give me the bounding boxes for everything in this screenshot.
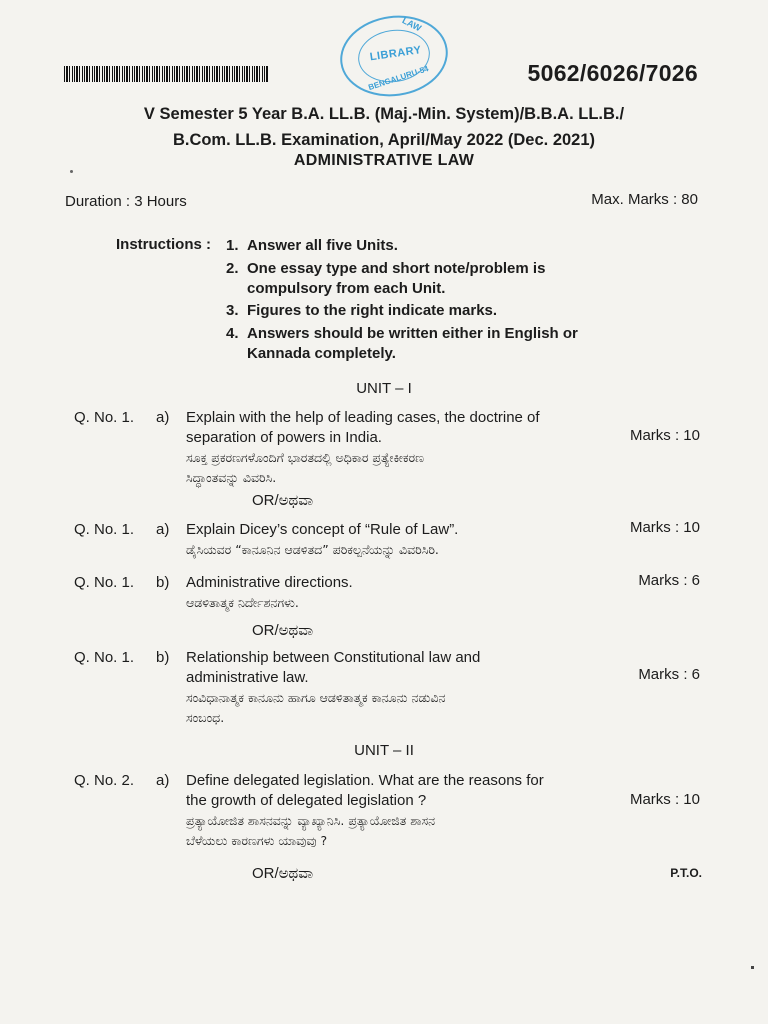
instruction-item [226,301,626,321]
instruction-text: One essay type and short note/problem is [247,260,546,277]
question-marks: Marks : 10 [629,427,700,444]
question-part: b) [156,574,170,591]
unit-1-title: UNIT – I [356,380,412,397]
stamp-library-text: LIBRARY [369,44,423,64]
instruction-text: Answer all five Units. [247,237,398,254]
question-text [186,771,606,851]
question-english-line: Define delegated legislation. What are the reasons for [186,772,544,789]
unit-2-title: UNIT – II [354,742,414,759]
question-kannada-line: ಬೆಳೆಯಲು ಕಾರಣಗಳು ಯಾವುವು ? [186,833,328,848]
question-kannada-line: ಡೈಸಿಯವರ “ಕಾನೂನಿನ ಆಡಳಿತದ” ಪರಿಕಲ್ಪನೆಯನ್ನು ವಿವರಿಸಿರಿ. [186,542,439,557]
question-kannada-line: ಸಂಬಂಧ. [186,710,225,725]
instruction-number: 2. [226,260,239,277]
exam-title-line-2: B.Com. LL.B. Examination, April/May 2022 (Dec. 2021) [172,131,596,149]
question-kannada-line: ಸಂವಿಧಾನಾತ್ಮಕ ಕಾನೂನು ಹಾಗೂ ಆಡಳಿತಾತ್ಮಕ ಕಾನೂನು ನಡುವಿನ [186,690,446,705]
question-text [186,408,606,488]
max-marks: Max. Marks : 80 [591,191,698,208]
or-separator: OR/ಅಥವಾ [252,622,314,639]
instruction-text-cont: Kannada completely. [247,345,396,362]
exam-title-line-1: V Semester 5 Year B.A. LL.B. (Maj.-Min. System)/B.B.A. LL.B./ [143,105,625,123]
stray-mark [70,170,73,173]
question-kannada-line: ಆಡಳಿತಾತ್ಮಕ ನಿರ್ದೇಶನಗಳು. [186,595,299,610]
question-marks: Marks : 10 [629,791,700,808]
instruction-text-cont: compulsory from each Unit. [247,280,446,297]
question-part: a) [156,772,170,789]
subject-title: ADMINISTRATIVE LAW [293,152,475,169]
question-english-line: Administrative directions. [186,574,353,591]
instruction-number: 4. [226,325,239,342]
question-english-line: Explain with the help of leading cases, the doctrine of [186,409,540,426]
instruction-number: 1. [226,237,239,254]
instruction-number: 3. [226,302,239,319]
question-english-line: the growth of delegated legislation ? [186,792,427,809]
instruction-item [226,324,626,364]
question-part: a) [156,409,170,426]
question-english-line: Explain Dicey’s concept of “Rule of Law”. [186,521,459,538]
instruction-text: Figures to the right indicate marks. [247,302,498,319]
question-marks: Marks : 6 [638,572,700,589]
question-kannada-line: ಪ್ರತ್ಯಾಯೋಜಿತ ಶಾಸನವನ್ನು ವ್ಯಾಖ್ಯಾನಿಸಿ. ಪ್ರತ್ಯಾಯೋಜಿತ ಶಾಸನ [186,813,436,828]
question-text [186,648,606,728]
question-part: a) [156,521,170,538]
question-marks: Marks : 6 [638,666,700,683]
or-separator: OR/ಅಥವಾ [252,492,314,509]
library-stamp [335,9,453,103]
question-part: b) [156,649,170,666]
question-kannada-line: ಸೂಕ್ತ ಪ್ರಕರಣಗಳೊಂದಿಗೆ ಭಾರತದಲ್ಲಿ ಅಧಿಕಾರ ಪ್ರತ್ಯೇಕೀಕರಣ [186,450,424,465]
question-english-line: administrative law. [186,669,309,686]
question-english-line: Relationship between Constitutional law and [186,649,481,666]
question-number: Q. No. 1. [74,574,135,591]
question-english-line: separation of powers in India. [186,429,382,446]
duration: Duration : 3 Hours [65,193,187,210]
question-number: Q. No. 2. [74,772,135,789]
question-text [186,573,606,613]
barcode [64,66,268,82]
instructions-label: Instructions : [116,236,212,253]
question-marks: Marks : 10 [629,519,700,536]
question-kannada-line: ಸಿದ್ಧಾಂತವನ್ನು ವಿವರಿಸಿ. [186,470,277,485]
stray-mark [751,966,754,969]
paper-code: 5062/6026/7026 [527,60,698,86]
question-number: Q. No. 1. [74,521,135,538]
instruction-item [226,236,626,256]
stamp-top-text: LAW [400,15,423,34]
instruction-text: Answers should be written either in English or [247,325,578,342]
stamp-bottom-text: BENGALURU-54 [367,64,430,93]
question-text [186,520,606,560]
or-separator: OR/ಅಥವಾ [252,865,314,882]
question-number: Q. No. 1. [74,649,135,666]
question-number: Q. No. 1. [74,409,135,426]
instruction-item [226,259,626,299]
pto-label: P.T.O. [670,866,702,880]
